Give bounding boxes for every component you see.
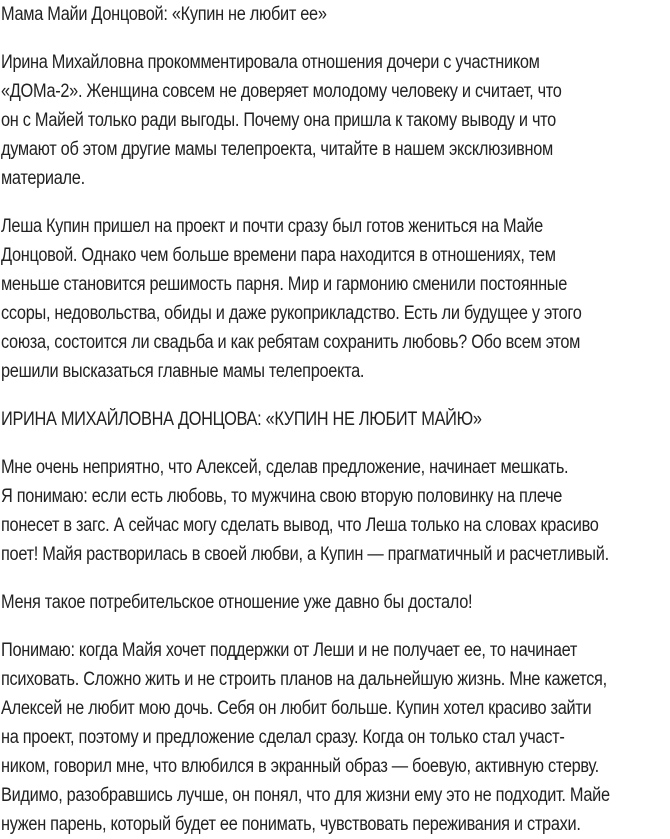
text-line: Меня такое потребительское отношение уже давно бы достало! — [1, 592, 473, 613]
text-line: меньше становится решимость парня. Мир и гармонию сменили постоянные — [1, 274, 568, 295]
heading-line: ИРИНА МИХАЙЛОВНА ДОНЦОВА: «КУПИН НЕ ЛЮБИТ МАЙЮ» — [1, 409, 482, 430]
article-title — [1, 0, 670, 29]
paragraph-quote-2 — [1, 588, 670, 617]
text-line: психовать. Сложно жить и не строить планов на дальнейшую жизнь. Мне кажется, — [1, 669, 607, 690]
paragraph-quote-1 — [1, 453, 670, 569]
text-line: Донцовой. Однако чем больше времени пара находится в отношениях, тем — [1, 245, 556, 266]
text-line: Мне очень неприятно, что Алексей, сделав предложение, начинает мешкать. — [1, 457, 569, 478]
section-heading — [1, 405, 670, 434]
text-line: Ирина Михайловна прокомментировала отношения дочери с участником — [1, 52, 540, 73]
text-line: Понимаю: когда Майя хочет поддержки от Леши и не получает ее, то начинает — [1, 640, 578, 661]
paragraph-quote-3 — [1, 636, 670, 839]
text-line: он с Майей только ради выгоды. Почему она пришла к такому выводу и что — [1, 110, 556, 131]
paragraph-background — [1, 212, 670, 386]
article — [1, 0, 670, 839]
text-line: материале. — [1, 168, 85, 189]
text-line: Леша Купин пришел на проект и почти сразу был готов жениться на Майе — [1, 216, 543, 237]
text-line: ником, говорил мне, что влюбился в экранный образ — боевую, активную стерву. — [1, 756, 599, 777]
paragraph-intro — [1, 48, 670, 193]
text-line: понесет в загс. А сейчас могу сделать вывод, что Леша только на словах красиво — [1, 515, 599, 536]
text-line: поет! Майя растворилась в своей любви, а Купин — прагматичный и расчетливый. — [1, 544, 609, 565]
title-line: Мама Майи Донцовой: «Купин не любит ее» — [1, 4, 327, 25]
text-line: союза, состоится ли свадьба и как ребятам сохранить любовь? Обо всем этом — [1, 332, 581, 353]
text-line: решили высказаться главные мамы телепроекта. — [1, 361, 365, 382]
text-line: нужен парень, который будет ее понимать, чувствовать переживания и страхи. — [1, 814, 581, 835]
text-line: «ДОМа-2». Женщина совсем не доверяет молодому человеку и считает, что — [1, 81, 562, 102]
text-line: думают об этом другие мамы телепроекта, читайте в нашем эксклюзивном — [1, 139, 553, 160]
text-line: Видимо, разобравшись лучше, он понял, что для жизни ему это не подходит. Майе — [1, 785, 610, 806]
text-line: ссоры, недовольства, обиды и даже рукоприкладство. Есть ли будущее у этого — [1, 303, 582, 324]
text-line: Алексей не любит мою дочь. Себя он любит больше. Купин хотел красиво зайти — [1, 698, 592, 719]
text-line: Я понимаю: если есть любовь, то мужчина свою вторую половинку на плече — [1, 486, 563, 507]
text-line: на проект, поэтому и предложение сделал сразу. Когда он только стал участ- — [1, 727, 565, 748]
